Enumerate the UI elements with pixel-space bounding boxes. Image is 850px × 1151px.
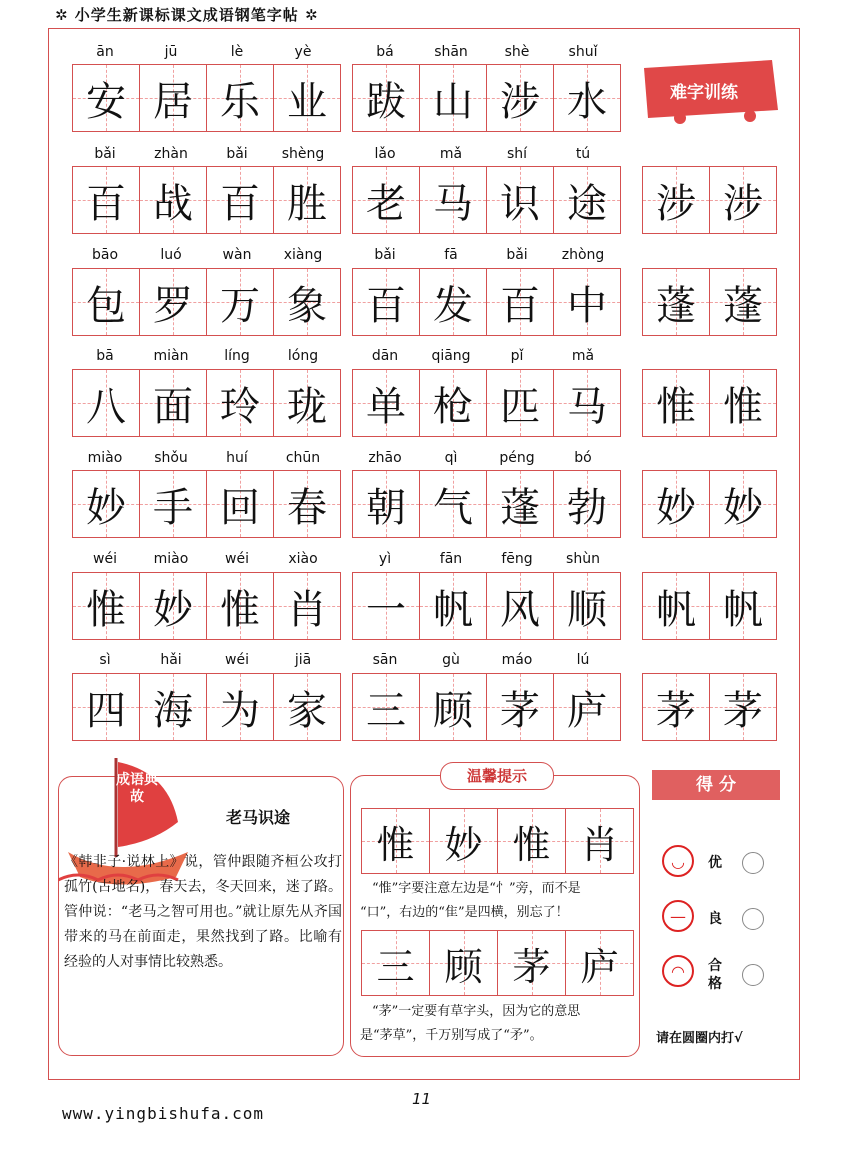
- char-cell: [430, 931, 498, 995]
- hanzi-char: 中: [567, 282, 607, 329]
- hanzi-char: 惟: [376, 822, 415, 867]
- hanzi-char: 途: [567, 180, 607, 227]
- hanzi-char: 回: [220, 484, 260, 531]
- idiom-group: [72, 673, 341, 741]
- pinyin-label: miào: [153, 551, 189, 567]
- practice-pair: [642, 369, 777, 437]
- hanzi-char: 蓬: [500, 484, 540, 531]
- hanzi-char: 惟: [86, 586, 126, 633]
- pinyin-label: fān: [439, 551, 463, 567]
- char-cell: [140, 370, 207, 436]
- hanzi-char: 茅: [500, 687, 540, 734]
- char-cell: [353, 573, 420, 639]
- char-cell: [274, 65, 340, 131]
- pinyin-label: wàn: [222, 247, 252, 263]
- pinyin-label: bǎi: [506, 247, 528, 263]
- char-cell: [140, 573, 207, 639]
- hanzi-char: 战: [153, 180, 193, 227]
- char-cell: [498, 809, 566, 873]
- hanzi-char: 马: [567, 383, 607, 430]
- hanzi-char: 一: [366, 586, 406, 633]
- hanzi-char: 居: [153, 78, 193, 125]
- char-cell: [353, 269, 420, 335]
- pinyin-label: máo: [501, 652, 533, 668]
- pinyin-label: bá: [376, 44, 394, 60]
- idiom-group: [352, 369, 621, 437]
- hanzi-char: 安: [86, 78, 126, 125]
- tip-idiom-1: [361, 808, 634, 874]
- sail-label: 成语典故: [116, 772, 158, 805]
- rating-pass-circle[interactable]: [742, 964, 764, 986]
- char-cell: [274, 471, 340, 537]
- pinyin-label: sì: [99, 652, 111, 668]
- char-cell: [710, 573, 776, 639]
- char-cell: [207, 674, 274, 740]
- idiom-group: [352, 64, 621, 132]
- char-cell: [487, 370, 554, 436]
- hanzi-char: 勃: [567, 484, 607, 531]
- pinyin-label: shè: [504, 44, 530, 60]
- hanzi-char: 气: [433, 484, 473, 531]
- hanzi-char: 马: [433, 180, 473, 227]
- char-cell: [643, 370, 710, 436]
- hanzi-char: 妙: [444, 822, 483, 867]
- char-cell: [207, 269, 274, 335]
- pinyin-label: jū: [164, 44, 178, 60]
- hanzi-char: 老: [366, 180, 406, 227]
- char-cell: [643, 573, 710, 639]
- hanzi-char: 风: [500, 586, 540, 633]
- char-cell: [554, 573, 620, 639]
- pinyin-label: yì: [378, 551, 392, 567]
- char-cell: [643, 269, 710, 335]
- idiom-group: [72, 64, 341, 132]
- hanzi-char: 妙: [723, 484, 763, 531]
- rating-good-label: 良: [708, 911, 722, 927]
- pinyin-label: qiāng: [431, 348, 471, 364]
- pinyin-label: chūn: [285, 450, 321, 466]
- pinyin-label: fēng: [501, 551, 533, 567]
- pinyin-label: wéi: [225, 551, 249, 567]
- hanzi-char: 妙: [656, 484, 696, 531]
- hanzi-char: 春: [287, 484, 327, 531]
- hanzi-char: 茅: [656, 687, 696, 734]
- hanzi-char: 玲: [220, 383, 260, 430]
- neutral-face-icon: —: [662, 900, 694, 932]
- char-cell: [487, 167, 554, 233]
- hanzi-char: 面: [153, 383, 193, 430]
- pinyin-label: péng: [499, 450, 535, 466]
- hanzi-char: 包: [86, 282, 126, 329]
- rating-excellent-circle[interactable]: [742, 852, 764, 874]
- practice-pair: [642, 572, 777, 640]
- pinyin-label: zhāo: [368, 450, 402, 466]
- hanzi-char: 三: [366, 687, 406, 734]
- hanzi-char: 涉: [656, 180, 696, 227]
- idiom-group: [72, 572, 341, 640]
- hanzi-char: 罗: [153, 282, 193, 329]
- char-cell: [643, 167, 710, 233]
- tip-text-1a: “惟”字要注意左边是“忄”旁，而不是: [372, 881, 581, 896]
- char-cell: [487, 573, 554, 639]
- idiom-group: [352, 268, 621, 336]
- char-cell: [566, 931, 633, 995]
- char-cell: [140, 167, 207, 233]
- rating-excellent-label: 优: [708, 855, 722, 871]
- hanzi-char: 肖: [580, 822, 619, 867]
- pinyin-label: hǎi: [160, 652, 182, 668]
- char-cell: [554, 674, 620, 740]
- hanzi-char: 蓬: [656, 282, 696, 329]
- pinyin-label: luó: [160, 247, 182, 263]
- hanzi-char: 四: [86, 687, 126, 734]
- char-cell: [420, 65, 487, 131]
- hanzi-char: 蓬: [723, 282, 763, 329]
- char-cell: [207, 65, 274, 131]
- pinyin-label: dān: [371, 348, 399, 364]
- idiom-group: [352, 470, 621, 538]
- char-cell: [498, 931, 566, 995]
- char-cell: [274, 370, 340, 436]
- practice-pair: [642, 470, 777, 538]
- hanzi-char: 百: [220, 180, 260, 227]
- char-cell: [207, 573, 274, 639]
- pinyin-label: wéi: [93, 551, 117, 567]
- char-cell: [73, 370, 140, 436]
- hanzi-char: 帆: [723, 586, 763, 633]
- pinyin-label: tú: [575, 146, 591, 162]
- char-cell: [274, 269, 340, 335]
- header-title: ✲ 小学生新课标课文成语钢笔字帖 ✲: [55, 6, 319, 24]
- pinyin-label: ān: [96, 44, 114, 60]
- score-note: 请在圆圈内打√: [656, 1031, 743, 1046]
- pinyin-label: lè: [230, 44, 244, 60]
- pinyin-label: miào: [87, 450, 123, 466]
- hanzi-char: 妙: [153, 586, 193, 633]
- char-cell: [207, 167, 274, 233]
- char-cell: [643, 674, 710, 740]
- hanzi-char: 山: [433, 78, 473, 125]
- hanzi-char: 肖: [287, 586, 327, 633]
- score-heading: 得 分: [652, 770, 780, 800]
- char-cell: [710, 674, 776, 740]
- pinyin-label: fā: [444, 247, 458, 263]
- char-cell: [420, 167, 487, 233]
- pinyin-label: pǐ: [510, 348, 524, 364]
- hanzi-char: 惟: [220, 586, 260, 633]
- hanzi-char: 庐: [580, 944, 619, 989]
- char-cell: [420, 370, 487, 436]
- char-cell: [420, 674, 487, 740]
- smile-face-icon: ◡: [662, 845, 694, 877]
- char-cell: [487, 674, 554, 740]
- char-cell: [353, 167, 420, 233]
- hanzi-char: 万: [220, 282, 260, 329]
- hanzi-char: 顾: [444, 944, 483, 989]
- pinyin-label: lú: [576, 652, 590, 668]
- hanzi-char: 茅: [512, 944, 551, 989]
- hanzi-char: 跋: [366, 78, 406, 125]
- tip-text-2a: “茅”一定要有草字头，因为它的意思: [372, 1004, 581, 1019]
- char-cell: [430, 809, 498, 873]
- char-cell: [207, 471, 274, 537]
- char-cell: [73, 674, 140, 740]
- pinyin-label: xiàng: [283, 247, 323, 263]
- idiom-group: [352, 673, 621, 741]
- pinyin-label: líng: [224, 348, 250, 364]
- hanzi-char: 匹: [500, 383, 540, 430]
- char-cell: [140, 65, 207, 131]
- hanzi-char: 家: [287, 687, 327, 734]
- hanzi-char: 涉: [500, 78, 540, 125]
- char-cell: [487, 471, 554, 537]
- practice-pair: [642, 673, 777, 741]
- hanzi-char: 朝: [366, 484, 406, 531]
- pinyin-label: wéi: [225, 652, 249, 668]
- hanzi-char: 象: [287, 282, 327, 329]
- char-cell: [207, 370, 274, 436]
- char-cell: [362, 931, 430, 995]
- pinyin-label: shǒu: [154, 450, 188, 466]
- char-cell: [487, 65, 554, 131]
- pinyin-label: miàn: [153, 348, 189, 364]
- hanzi-char: 顾: [433, 687, 473, 734]
- char-cell: [73, 167, 140, 233]
- hanzi-char: 海: [153, 687, 193, 734]
- pinyin-label: shùn: [566, 551, 600, 567]
- char-cell: [73, 269, 140, 335]
- idiom-group: [72, 166, 341, 234]
- pinyin-label: mǎ: [439, 146, 463, 162]
- pinyin-label: bǎi: [226, 146, 248, 162]
- idiom-group: [72, 470, 341, 538]
- pinyin-label: shuǐ: [568, 44, 598, 60]
- hanzi-char: 水: [567, 78, 607, 125]
- char-cell: [274, 167, 340, 233]
- char-cell: [274, 573, 340, 639]
- frown-face-icon: ◠: [662, 955, 694, 987]
- char-cell: [554, 370, 620, 436]
- char-cell: [73, 471, 140, 537]
- hanzi-char: 帆: [656, 586, 696, 633]
- hanzi-char: 顺: [567, 586, 607, 633]
- pinyin-label: lǎo: [374, 146, 396, 162]
- hanzi-char: 发: [433, 282, 473, 329]
- hanzi-char: 单: [366, 383, 406, 430]
- char-cell: [710, 167, 776, 233]
- char-cell: [420, 471, 487, 537]
- pinyin-label: gù: [442, 652, 460, 668]
- pinyin-label: xiào: [288, 551, 318, 567]
- tip-idiom-2: [361, 930, 634, 996]
- hanzi-char: 八: [86, 383, 126, 430]
- hanzi-char: 胜: [287, 180, 327, 227]
- story-title: 老马识途: [226, 808, 291, 827]
- tip-text-2b: 是“茅草”，千万别写成了“矛”。: [360, 1028, 543, 1043]
- pinyin-label: bǎi: [374, 247, 396, 263]
- char-cell: [73, 573, 140, 639]
- idiom-group: [72, 268, 341, 336]
- practice-pair: [642, 166, 777, 234]
- hanzi-char: 惟: [656, 383, 696, 430]
- pinyin-label: shān: [434, 44, 468, 60]
- hanzi-char: 业: [287, 78, 327, 125]
- hanzi-char: 识: [500, 180, 540, 227]
- char-cell: [554, 167, 620, 233]
- story-text: 《韩非子·说林上》说，管仲跟随齐桓公攻打孤竹(古地名)，春天去，冬天回来，迷了路。管仲说：“老马之智可用也。”就让原先从齐国带来的马在前面走，果然找到了路。比喻有经验的人对事情比较熟悉。: [64, 854, 342, 970]
- hanzi-char: 枪: [433, 383, 473, 430]
- char-cell: [643, 471, 710, 537]
- pinyin-label: zhàn: [154, 146, 188, 162]
- char-cell: [710, 370, 776, 436]
- footer-url: www.yingbishufa.com: [62, 1104, 265, 1123]
- char-cell: [420, 573, 487, 639]
- char-cell: [140, 471, 207, 537]
- hanzi-char: 百: [500, 282, 540, 329]
- hanzi-char: 珑: [287, 383, 327, 430]
- pinyin-label: huí: [226, 450, 248, 466]
- pinyin-label: zhòng: [561, 247, 605, 263]
- pinyin-label: sān: [372, 652, 398, 668]
- hanzi-char: 为: [220, 687, 260, 734]
- hanzi-char: 百: [86, 180, 126, 227]
- hanzi-char: 百: [366, 282, 406, 329]
- tip-text-1b: “口”，右边的“隹”是四横，别忘了！: [360, 905, 569, 920]
- pinyin-label: yè: [294, 44, 312, 60]
- char-cell: [554, 471, 620, 537]
- pinyin-label: bǎi: [94, 146, 116, 162]
- page-number: 11: [412, 1090, 432, 1108]
- hanzi-char: 惟: [512, 822, 551, 867]
- char-cell: [353, 65, 420, 131]
- char-cell: [353, 674, 420, 740]
- char-cell: [554, 269, 620, 335]
- hanzi-char: 庐: [567, 687, 607, 734]
- idiom-group: [72, 369, 341, 437]
- rating-pass-label: 合格: [708, 958, 722, 992]
- hanzi-char: 三: [376, 944, 415, 989]
- char-cell: [487, 269, 554, 335]
- hanzi-char: 帆: [433, 586, 473, 633]
- char-cell: [554, 65, 620, 131]
- hanzi-char: 涉: [723, 180, 763, 227]
- char-cell: [140, 674, 207, 740]
- rating-good-circle[interactable]: [742, 908, 764, 930]
- pinyin-label: bó: [574, 450, 592, 466]
- pinyin-label: jiā: [294, 652, 312, 668]
- pinyin-label: bā: [96, 348, 114, 364]
- char-cell: [420, 269, 487, 335]
- tips-heading: 温馨提示: [440, 762, 554, 790]
- pinyin-label: shèng: [281, 146, 325, 162]
- pinyin-label: lóng: [287, 348, 319, 364]
- char-cell: [710, 269, 776, 335]
- char-cell: [353, 370, 420, 436]
- pinyin-label: shí: [506, 146, 528, 162]
- pinyin-label: mǎ: [571, 348, 595, 364]
- hanzi-char: 乐: [220, 78, 260, 125]
- char-cell: [566, 809, 633, 873]
- hanzi-char: 茅: [723, 687, 763, 734]
- badge-label: 难字训练: [670, 83, 738, 103]
- pinyin-label: qì: [444, 450, 458, 466]
- char-cell: [274, 674, 340, 740]
- idiom-group: [352, 572, 621, 640]
- pinyin-label: bāo: [91, 247, 119, 263]
- char-cell: [140, 269, 207, 335]
- idiom-group: [352, 166, 621, 234]
- char-cell: [710, 471, 776, 537]
- practice-pair: [642, 268, 777, 336]
- char-cell: [73, 65, 140, 131]
- hanzi-char: 妙: [86, 484, 126, 531]
- char-cell: [353, 471, 420, 537]
- char-cell: [362, 809, 430, 873]
- hanzi-char: 惟: [723, 383, 763, 430]
- hanzi-char: 手: [153, 484, 193, 531]
